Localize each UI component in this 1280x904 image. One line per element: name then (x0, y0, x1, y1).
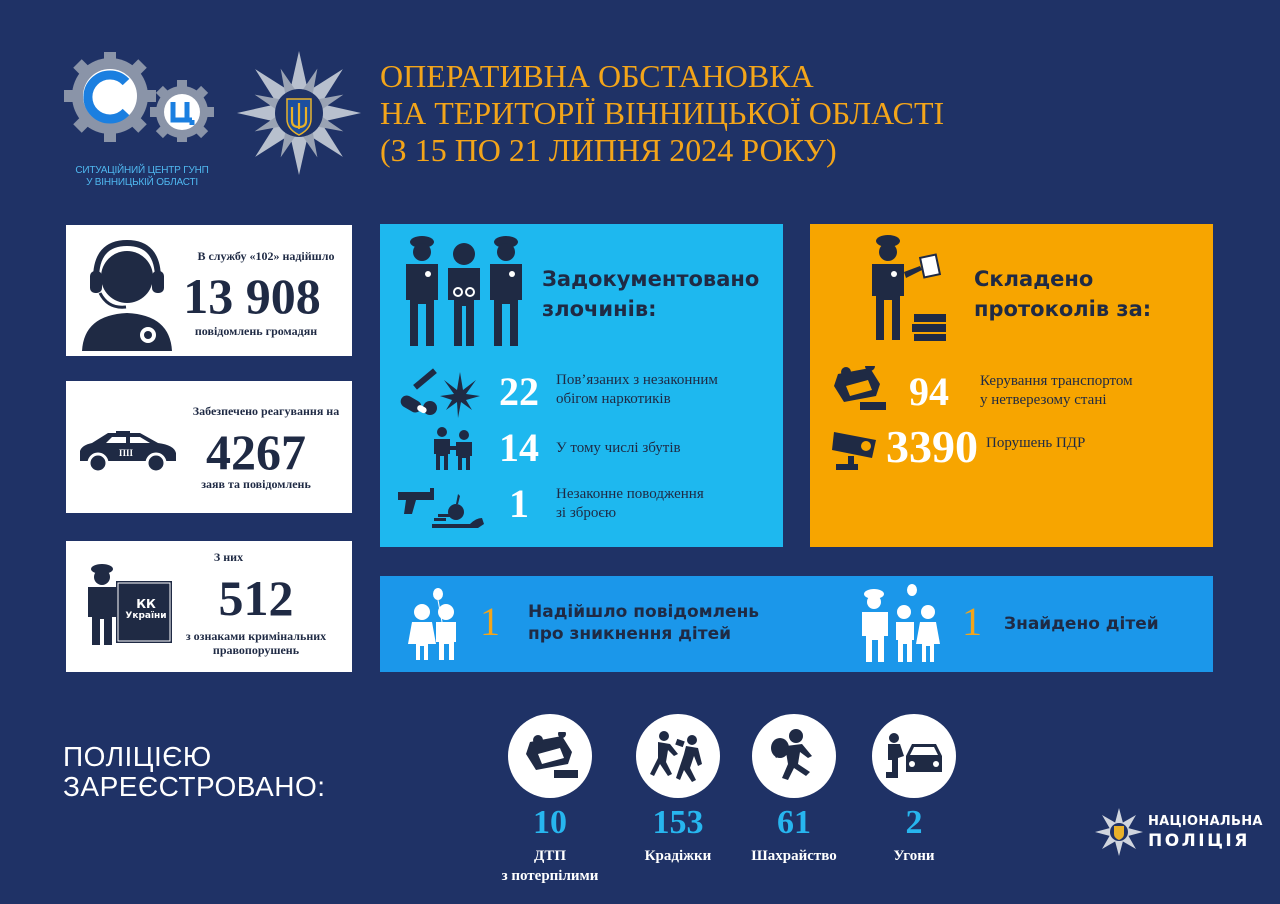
response-value: 4267 (206, 424, 306, 480)
car-theft-icon (884, 732, 944, 778)
center-name-line1: СИТУАЦІЙНИЙ ЦЕНТР ГУНП (75, 165, 209, 176)
title-paren-close: ) (825, 132, 837, 168)
criminal-sub-line1: з ознаками кримінальних (185, 629, 327, 643)
car-theft-circle (872, 714, 956, 798)
registered-title-line1: ПОЛІЦІЄЮ (63, 741, 212, 772)
center-name-line2: У ВІННИЦЬКІЙ ОБЛАСТІ (86, 177, 198, 188)
situation-center-logo (62, 52, 222, 142)
reg-fraud-value: 61 (777, 804, 811, 841)
criminal-sub-line2: правопорушень (212, 643, 300, 657)
protocol-traffic-value: 3390 (886, 421, 978, 472)
criminal-label: З них (213, 550, 244, 564)
found-children-label: Знайдено дітей (1004, 614, 1159, 634)
overturned-car-icon (830, 366, 886, 412)
calls-value: 13 908 (183, 268, 321, 324)
fraud-icon (766, 728, 824, 784)
missing-children-line1: Надійшло повідомлень (528, 602, 760, 622)
crime-dealing-value: 14 (499, 425, 539, 470)
calls-sub: повідомлень громадян (194, 324, 318, 338)
protocol-drunk-label-line2: у нетверезому стані (980, 392, 1107, 408)
report-title (380, 58, 944, 169)
reg-fraud-label: Шахрайство (751, 848, 837, 864)
reg-accidents-value: 10 (533, 804, 567, 841)
traffic-camera-icon (832, 426, 882, 474)
reg-theft-label: Крадіжки (644, 848, 712, 864)
crimes-heading-line1: Задокументовано (542, 267, 760, 291)
codex-book-line2: України (125, 611, 167, 621)
title-line1: ОПЕРАТИВНА ОБСТАНОВКА (380, 58, 814, 94)
missing-children-icon (408, 588, 460, 660)
registered-title-line2: ЗАРЕЄСТРОВАНО: (63, 771, 326, 802)
title-line3 (380, 132, 944, 169)
response-sub: заяв та повідомлень (201, 477, 311, 491)
response-label: Забезпечено реагування на (192, 404, 340, 418)
found-children-value: 1 (962, 599, 982, 644)
criminal-card (66, 541, 352, 672)
car-plate-text: ПІІ (118, 448, 134, 458)
response-card (66, 381, 352, 513)
reg-accidents-label-line1: ДТП (534, 848, 566, 864)
crime-dealing-label: У тому числі збутів (556, 440, 681, 456)
crimes-panel (380, 224, 783, 547)
protocol-drunk-value: 94 (909, 369, 949, 414)
codex-book-line1: КК (136, 597, 156, 611)
police-car-icon (78, 429, 178, 475)
reg-accidents-label-line2: з потерпілими (501, 868, 599, 884)
fraud-circle (752, 714, 836, 798)
brand-line1: НАЦІОНАЛЬНА (1148, 814, 1263, 829)
title-paren-open: ( (380, 132, 391, 168)
crime-weapons-label-line1: Незаконне поводження (556, 486, 704, 502)
criminal-value: 512 (218, 570, 294, 626)
protocol-traffic-label: Порушень ПДР (986, 435, 1086, 451)
crime-drugs-label-line1: Пов’язаних з незаконним (556, 372, 718, 388)
title-period: З 15 ПО 21 ЛИПНЯ 2024 РОКУ (390, 132, 826, 168)
missing-children-line2: про зникнення дітей (528, 624, 732, 644)
crime-weapons-value: 1 (509, 481, 529, 526)
operator-headset-icon (78, 235, 176, 351)
missing-children-value: 1 (480, 599, 500, 644)
police-arrest-icon (402, 234, 526, 349)
weapon-icon (394, 482, 486, 532)
reg-car-theft-label: Угони (893, 848, 935, 864)
national-police-wordmark (1148, 814, 1263, 851)
brand-line2: ПОЛІЦІЯ (1148, 831, 1250, 851)
national-police-emblem (1095, 808, 1143, 856)
registered-title (63, 742, 326, 802)
drug-dealing-icon (430, 426, 476, 470)
theft-icon (648, 730, 708, 782)
calls-label: В службу «102» надійшло (197, 249, 335, 263)
car-crash-icon (522, 732, 578, 780)
police-star-emblem (236, 50, 362, 176)
protocols-heading-line2: протоколів за: (974, 297, 1152, 321)
crime-weapons-label-line2: зі зброєю (556, 505, 617, 521)
calls-card (66, 225, 352, 356)
theft-circle (636, 714, 720, 798)
crimes-heading-line2: злочинів: (542, 297, 657, 321)
officer-protocol-icon (864, 234, 948, 342)
reg-theft-value: 153 (652, 804, 704, 841)
reg-car-theft-value: 2 (905, 804, 923, 841)
protocols-panel (810, 224, 1213, 547)
protocol-drunk-label-line1: Керування транспортом (980, 373, 1133, 389)
title-line2: НА ТЕРИТОРІЇ ВІННИЦЬКОЇ ОБЛАСТІ (380, 95, 945, 131)
car-crash-circle (508, 714, 592, 798)
found-children-icon (860, 584, 942, 662)
drugs-icon (396, 362, 482, 422)
children-panel (380, 576, 1213, 672)
crime-drugs-value: 22 (499, 369, 539, 414)
protocols-heading-line1: Складено (974, 267, 1094, 291)
center-name (62, 165, 222, 189)
crime-drugs-label-line2: обігом наркотиків (556, 391, 671, 407)
